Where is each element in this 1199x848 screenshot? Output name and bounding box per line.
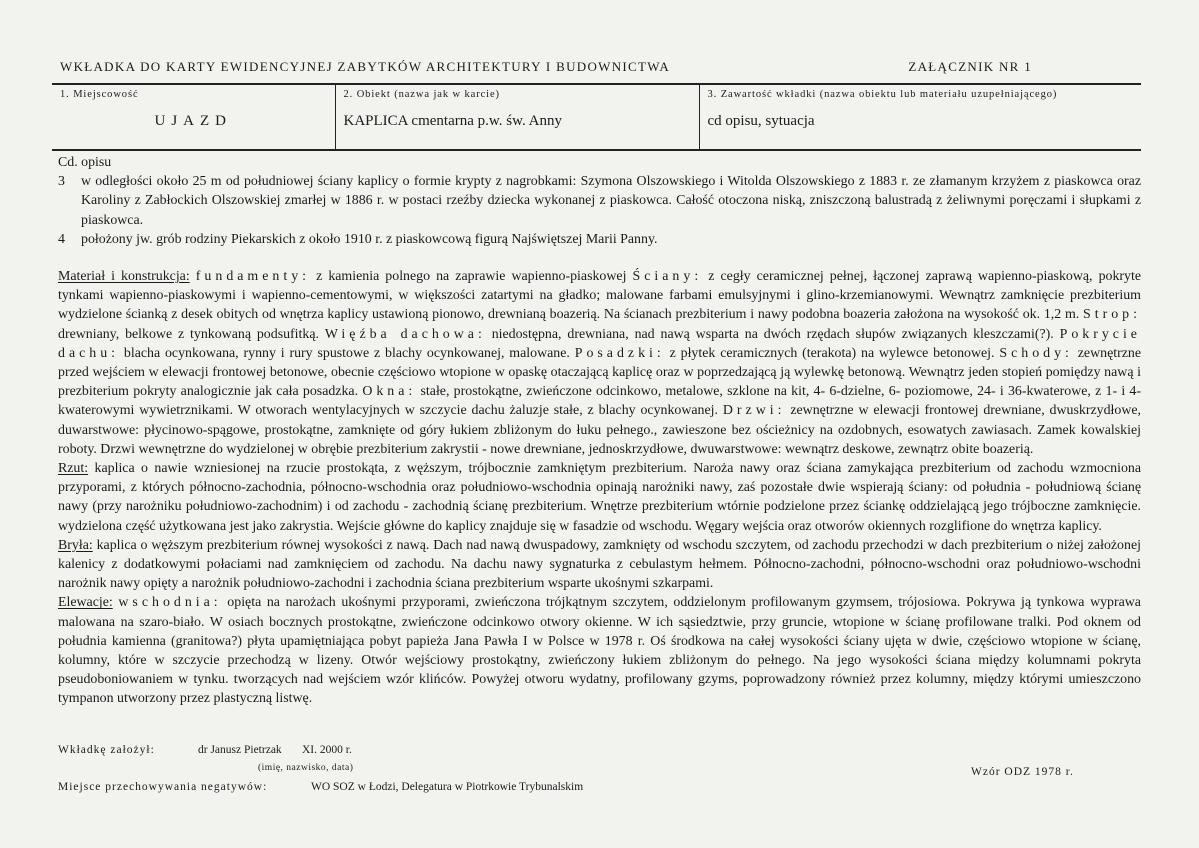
list-item <box>58 172 1141 230</box>
field-value: cd opisu, sytuacja <box>707 113 815 129</box>
field-caption: 2. Obiekt (nazwa jak w karcie) <box>343 89 500 100</box>
subsection-label: wschodnia: <box>118 595 222 611</box>
paragraph-text: kaplica o węższym prezbiterium równej wysokości z nawą. Dach nad nawą dwuspadowy, zamknięty od wschodu szczytem, od zachodu przechodzi w dach prezbiterium o niżej założonej kalenicy z dodatkowymi połaciami nad zamknięciem od zachodu. Na dachu nawy sygnaturka z cebulastym hełmem. Północno-zachodni, północno-wschodni oraz południowo-wschodni narożnik nawy opięty a narożnik południowo-zachodni i zachodnia ściana prezbiterium wsparte ukośnymi szkarpami. <box>58 537 1141 592</box>
subsection-label: Posadzki: <box>574 345 665 361</box>
paragraph-text: drewniany, belkowe z tynkowaną podsufitką. <box>58 326 319 342</box>
paragraph-text: zewnętrzne w elewacji frontowej drewniane, dwuskrzydłowe, duwarstwowe: płycinowo-spągowe, prostokątne, zamknięte od góry łukiem zbliżonym do łuku pełnego., zawieszone bez ościeżnicy na ozdobnych, esowatych zawiasach. Zamek kowalskiej roboty. Drzwi wewnętrzne do wydzielonej w obrębie prezbiterium zakrystii - nowe drewniane, jednoskrzydłowe, dwuwarstwowe: wewnątrz deskowe, zewnątrz obite boazerią. <box>58 403 1141 457</box>
subsection-label: fundamenty: <box>195 269 311 285</box>
paragraph-text: kaplica o nawie wzniesionej na rzucie prostokąta, z węższym, trójbocznie zamkniętym prezbiterium. Naroża nawy oraz ściana zamykająca prezbiterium od zachodu wzmocniona przyporami, z których północno-zachodnia, północno-wschodnia oraz południowo-wschodnia opinają narożniki nawy, zaś pozostałe dwie wspierają ściany: od południa - południową ścianę nawy (przy narożniku południowo-zachodnim) i od zachodu - zachodnią ścianę prezbiterium. Wnętrze prezbiterium wtórnie podzielone przez ściankę oddzielającą jego trójboczne zamknięcie. wydzielona część użytkowana jest jako zakrystia. Wejście główne do kaplicy znajduje się w fasadzie od wschodu. Węgary wejścia oraz otworów okiennych rozglifione do wnętrza kaplicy. <box>58 461 1142 534</box>
section-heading: Cd. opisu <box>58 155 112 170</box>
rzut-paragraph <box>58 459 1141 536</box>
paragraph-text: z kamienia polnego na zaprawie wapienno-piaskowej <box>316 269 627 285</box>
paragraph-text: niedostępna, drewniana, nad nawą wsparta na dwóch rzędach słupów związanych kleszczami(?). <box>491 326 1054 342</box>
subsection-label: Drzwi: <box>722 403 786 419</box>
elewacje-paragraph <box>58 593 1141 708</box>
field-object <box>335 84 699 150</box>
paragraph-text: zewnętrzne przed wejściem w elewacji frontowej betonowe, obecnie częściowo wtopione w opaskę otaczającą kaplicę oraz w poprzedzającą ją wylewkę betonową. Wewnątrz jeden stopień pomiędzy nawą i prezbiterium pokryty analogicznie jak cała posadzka. <box>58 345 1141 400</box>
subsection-label: Pokrycie dachu: <box>58 326 1141 361</box>
list-item <box>58 230 1141 249</box>
subsection-label: Więźba dachowa: <box>324 326 486 342</box>
field-value: KAPLICA cmentarna p.w. św. Anny <box>343 113 562 129</box>
subsection-label: Okna: <box>362 384 417 400</box>
header-fields-table <box>52 83 1141 151</box>
paragraph-text: opięta na narożach ukośnymi przyporami, zwieńczona trójkątnym szczytem, oddzielonym profilowanym gzymsem, trójosiowa. Pokrywa ją tynkowa wyprawa malowana na szaro-biało. W osiach bocznych prostokątne, zwieńczone odcinkowo otwory okienne. W ich sąsiedztwie, przy gruncie, wtopione w ścianę profilowane tralki. Pod oknem od południa kamienna (granitowa?) płyta upamiętniająca pobyt papieża Jana Pawła I w Polsce w 1978 r. Oś środkowa na całej wysokości ściany ujęta w dwie, częściowo wtopione w ścianę, kolumny, które w szczycie przechodzą w lizeny. Otwór wejściowy prostokątny, zwieńczony łukiem zbliżonym do pełnego. Na jego wysokości ściana między kolumnami pokryta pseudoboniowaniem w tynku. tworzących nad wejściem wzór klińców. Powyżej otworu wydatny, profilowany gzyms, poprowadzony również przez kolumny, między którymi umieszczono tympanon utworzony przez plastyczną listwę. <box>58 595 1141 707</box>
material-paragraph <box>58 267 1141 459</box>
subsection-label: Ściany: <box>632 269 703 285</box>
item-text: położony jw. grób rodziny Piekarskich z około 1910 r. z piaskowcową figurą Najświętszej Marii Panny. <box>81 231 658 247</box>
author-date: XI. 2000 r. <box>302 744 352 756</box>
author-caption: (imię, nazwisko, data) <box>258 763 354 773</box>
field-locality <box>52 84 335 150</box>
paragraph-text: blacha ocynkowana, rynny i rury spustowe z blachy ocynkowanej, malowane. <box>123 345 570 361</box>
item-text: w odległości około 25 m od południowej ściany kaplicy o formie krypty z nagrobkami: Szymona Olszowskiego i Witolda Olszowskiego z 1883 r. ze złamanym krzyżem z piaskowca oraz Karoliny z Zabłockich Olszowskiej zmarłej w 1886 r. w postaci rzeźby dziecka wykonanej z piaskowca. Całość otoczona niską, zniszczoną balustradą z żeliwnymi poręczami i słupkami z piaskowca. <box>81 174 1141 228</box>
item-number: 3 <box>58 174 65 190</box>
paragraph-text: stałe, prostokątne, zwieńczone odcinkowo, metalowe, szklone na kit, 4- 6-dzielne, 6- poziomowe, 24- i 36-kwaterowe, z 1- i 4-kwaterowymi wywietrznikami. W otworach wentylacyjnych w szczycie dachu żaluzje stałe, z blachy ocynkowanej. <box>58 384 1141 419</box>
subsection-label: Schody: <box>999 345 1073 361</box>
annex-number: ZAŁĄCZNIK NR 1 <box>908 59 1032 74</box>
section-label: Elewacje: <box>58 595 113 611</box>
field-value: UJAZD <box>154 113 232 129</box>
document-title: WKŁADKA DO KARTY EWIDENCYJNEJ ZABYTKÓW ARCHITEKTURY I BUDOWNICTWA <box>60 59 671 74</box>
field-contents <box>699 84 1141 150</box>
item-number: 4 <box>58 231 65 247</box>
paragraph-text: z płytek ceramicznych (terakota) na wylewce betonowej. <box>669 345 995 361</box>
storage-value: WO SOZ w Łodzi, Delegatura w Piotrkowie Trybunalskim <box>311 781 584 793</box>
subsection-label: Strop: <box>1083 307 1141 323</box>
document-body <box>58 153 1141 709</box>
author-label: Wkładkę założył: <box>58 744 155 756</box>
document-header <box>60 59 1140 75</box>
section-label: Rzut: <box>58 461 89 477</box>
section-label: Materiał i konstrukcja: <box>58 269 190 285</box>
field-caption: 1. Miejscowość <box>60 89 139 100</box>
paragraph-text: z cegły ceramicznej pełnej, łączonej zaprawą wapienno-piaskową, pokryte tynkami wapienno-piaskowymi i wapienno-cementowymi, w większości zatartymi na gładko; malowane farbami emulsyjnymi i glino-krzemianowymi. Wewnątrz zamknięcie prezbiterium wydzielone ścianką z desek obitych od wnętrza kaplicy ustawioną pionowo, drewnianą boazerią. Na ścianach prezbiterium i nawy podobna boazeria założona na wysokość ok. 1,2 m. <box>58 269 1141 323</box>
section-label: Bryła: <box>58 537 93 553</box>
field-caption: 3. Zawartość wkładki (nazwa obiektu lub materiału uzupełniającego) <box>707 89 1058 100</box>
author-name: dr Janusz Pietrzak <box>198 744 282 756</box>
bryla-paragraph <box>58 536 1141 594</box>
form-code: Wzór ODZ 1978 r. <box>971 766 1074 778</box>
storage-label: Miejsce przechowywania negatywów: <box>58 781 268 793</box>
